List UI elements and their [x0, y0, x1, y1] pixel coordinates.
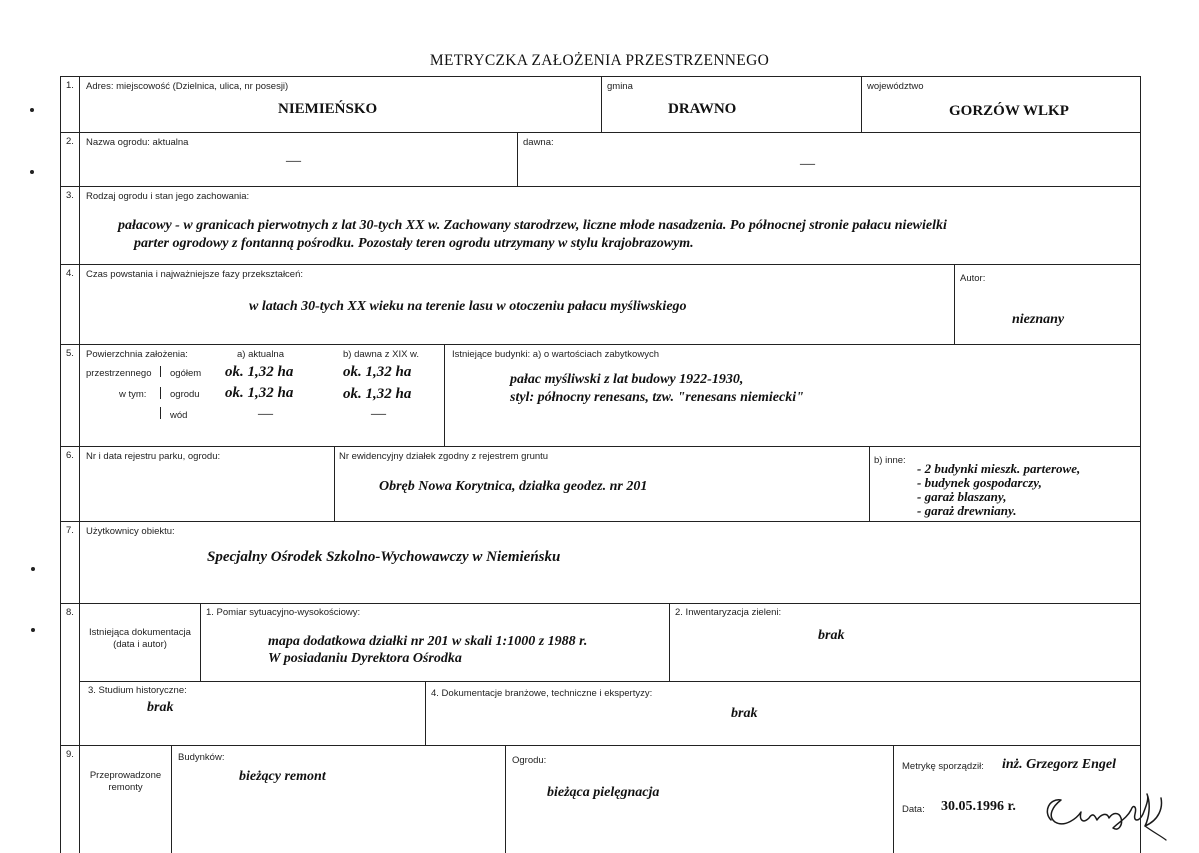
area-total-label: ogółem	[170, 368, 202, 379]
row-number: 5.	[66, 348, 74, 359]
author-value: nieznany	[1012, 312, 1065, 327]
row-number: 4.	[66, 268, 74, 279]
row-number: 1.	[66, 80, 74, 91]
area-water-label: wód	[170, 410, 188, 421]
document-title: METRYCZKA ZAŁOŻENIA PRZESTRZENNEGO	[429, 52, 770, 69]
margin-dot	[31, 567, 35, 571]
buildings-label: Istniejące budynki: a) o wartościach zabytkowych	[452, 349, 659, 360]
former-name-label: dawna:	[523, 137, 554, 148]
other-building-item: - garaż drewniany.	[917, 503, 1017, 518]
row-number: 3.	[66, 190, 74, 201]
margin-dot	[30, 108, 34, 112]
voivodeship-value: GORZÓW WLKP	[949, 103, 1069, 119]
prepared-by-value: inż. Grzegorz Engel	[1002, 757, 1116, 772]
buildings-line1: pałac myśliwski z lat budowy 1922-1930,	[510, 372, 744, 387]
area-total-former: ok. 1,32 ha	[343, 364, 412, 380]
buildings-renovation-label: Budynków:	[178, 752, 225, 763]
documentation-sublabel: (data i autor)	[113, 639, 167, 650]
row-number: 9.	[66, 749, 74, 760]
margin-dot	[30, 170, 34, 174]
area-col-former: b) dawna z XIX w.	[343, 349, 420, 360]
margin-dot	[31, 628, 35, 632]
history-phases-label: Czas powstania i najważniejsze fazy przekształceń:	[86, 269, 304, 280]
row-number: 7.	[66, 525, 74, 536]
other-building-item: - garaż blaszany,	[917, 489, 1007, 504]
area-row-intym-label: w tym:	[119, 389, 147, 400]
renovations-label: Przeprowadzone	[89, 770, 162, 781]
historical-study-value: brak	[147, 700, 174, 715]
area-garden-current: ok. 1,32 ha	[225, 385, 294, 401]
gmina-label: gmina	[607, 81, 633, 92]
area-water-former: —	[371, 406, 386, 422]
area-garden-label: ogrodu	[170, 389, 200, 400]
other-building-item: - 2 budynki mieszk. parterowe,	[917, 461, 1081, 476]
survey-line1: mapa dodatkowa działki nr 201 w skali 1:1000 z 1988 r.	[268, 634, 588, 649]
address-label: Adres: miejscowość (Dzielnica, ulica, nr posesji)	[86, 81, 289, 92]
handwritten-signature	[1033, 782, 1168, 842]
register-label: Nr i data rejestru parku, ogrodu:	[86, 451, 221, 462]
garden-renovation-value: bieżąca pielęgnacja	[547, 785, 660, 800]
plots-value: Obręb Nowa Korytnica, działka geodez. nr 201	[379, 479, 648, 494]
documentation-label: Istniejąca dokumentacja	[89, 627, 191, 638]
row-number: 8.	[66, 607, 74, 618]
plots-label: Nr ewidencyjny działek zgodny z rejestrem gruntu	[339, 451, 549, 462]
voivodeship-label: województwo	[867, 81, 924, 92]
date-label: Data:	[902, 804, 925, 815]
survey-line2: W posiadaniu Dyrektora Ośrodka	[268, 651, 462, 666]
row-number: 6.	[66, 450, 74, 461]
other-building-item: - budynek gospodarczy,	[917, 475, 1042, 490]
area-water-current: —	[258, 406, 273, 422]
date-value: 30.05.1996 r.	[941, 799, 1016, 814]
greenery-inventory-label: 2. Inwentaryzacja zieleni:	[675, 607, 782, 618]
garden-type-label: Rodzaj ogrodu i stan jego zachowania:	[86, 191, 250, 202]
garden-type-line2: parter ogrodowy z fontanną pośrodku. Pozostały teren ogrodu utrzymany w stylu krajobrazowym.	[134, 236, 694, 251]
current-name-label: Nazwa ogrodu: aktualna	[86, 137, 189, 148]
users-label: Użytkownicy obiektu:	[86, 526, 175, 537]
technical-docs-label: 4. Dokumentacje branżowe, techniczne i ekspertyzy:	[431, 688, 653, 699]
historical-study-label: 3. Studium historyczne:	[88, 685, 187, 696]
other-buildings-label: b) inne:	[874, 455, 906, 466]
buildings-line2: styl: północny renesans, tzw. "renesans niemiecki"	[510, 390, 804, 405]
area-total-current: ok. 1,32 ha	[225, 364, 294, 380]
technical-docs-value: brak	[731, 706, 758, 721]
prepared-by-label: Metrykę sporządził:	[902, 761, 984, 772]
area-row-spatial-label: przestrzennego	[86, 368, 152, 379]
buildings-renovation-value: bieżący remont	[239, 769, 326, 784]
current-name-value: —	[286, 153, 301, 169]
garden-renovation-label: Ogrodu:	[512, 755, 547, 766]
history-phases-value: w latach 30-tych XX wieku na terenie lasu w otoczeniu pałacu myśliwskiego	[249, 299, 687, 314]
gmina-value: DRAWNO	[668, 101, 737, 117]
former-name-value: —	[800, 156, 815, 172]
area-label: Powierzchnia założenia:	[86, 349, 188, 360]
author-label: Autor:	[960, 273, 986, 284]
row-number: 2.	[66, 136, 74, 147]
area-garden-former: ok. 1,32 ha	[343, 386, 412, 402]
greenery-inventory-value: brak	[818, 628, 845, 643]
garden-type-line1: pałacowy - w granicach pierwotnych z lat 30-tych XX w. Zachowany starodrzew, liczne młode nasadzenia. Po północnej stronie pałacu niewielki	[118, 218, 947, 233]
area-col-current: a) aktualna	[237, 349, 285, 360]
users-value: Specjalny Ośrodek Szkolno-Wychowawczy w Niemieńsku	[207, 549, 561, 565]
survey-label: 1. Pomiar sytuacyjno-wysokościowy:	[206, 607, 361, 618]
renovations-sublabel: remonty	[108, 782, 143, 793]
address-value: NIEMIEŃSKO	[278, 101, 378, 117]
